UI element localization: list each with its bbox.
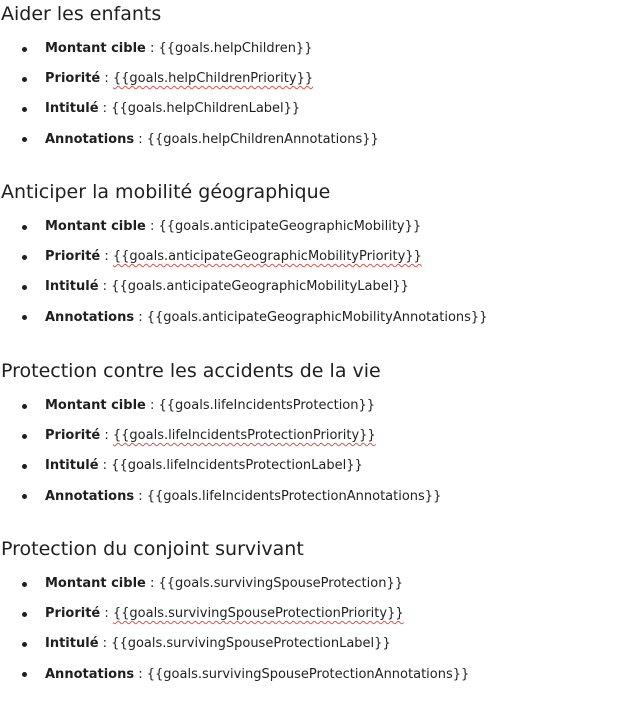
list-item — [0, 272, 636, 302]
bullet-icon — [22, 494, 27, 499]
bullet-icon — [22, 582, 27, 587]
list-item — [0, 242, 636, 272]
list-item — [0, 629, 636, 659]
section-help-children — [0, 1, 636, 147]
list-item — [0, 303, 636, 333]
separator: : — [145, 398, 159, 413]
section-heading: Protection du conjoint survivant — [1, 538, 304, 560]
field-label: Annotations — [45, 666, 135, 682]
list-item — [0, 482, 636, 512]
bullet-icon — [22, 77, 27, 82]
field-label: Priorité — [45, 606, 101, 622]
field-label: Montant cible — [45, 398, 146, 413]
field-label: Annotations — [45, 488, 135, 504]
field-value: {{goals.anticipateGeographicMobility}} — [158, 219, 422, 234]
list-item — [0, 391, 636, 421]
field-value: {{goals.lifeIncidentsProtectionPriority}} — [112, 428, 376, 444]
bullet-icon — [22, 225, 27, 230]
field-label: Montant cible — [45, 576, 146, 591]
list-item — [0, 34, 636, 64]
field-label: Priorité — [45, 249, 101, 265]
list-item — [0, 421, 636, 451]
separator: : — [134, 666, 147, 682]
list-item — [0, 599, 636, 629]
field-label: Intitulé — [45, 279, 99, 295]
field-value: {{goals.survivingSpouseProtection}} — [158, 576, 403, 591]
field-label: Annotations — [45, 131, 135, 147]
field-value: {{goals.anticipateGeographicMobilityAnnotations}} — [146, 309, 488, 325]
separator: : — [134, 131, 147, 147]
bullet-icon — [22, 612, 27, 617]
separator: : — [134, 309, 147, 325]
bullet-icon — [22, 107, 27, 112]
field-value: {{goals.helpChildrenAnnotations}} — [146, 131, 379, 147]
separator: : — [98, 458, 112, 474]
field-value: {{goals.lifeIncidentsProtection}} — [158, 398, 376, 413]
separator: : — [100, 606, 113, 622]
list-item — [0, 569, 636, 599]
field-value: {{goals.anticipateGeographicMobilityPriority}} — [112, 249, 422, 265]
separator: : — [145, 41, 159, 56]
field-value: {{goals.survivingSpouseProtectionLabel}} — [111, 636, 391, 652]
field-value: {{goals.lifeIncidentsProtectionLabel}} — [111, 458, 363, 474]
field-list — [0, 212, 636, 333]
field-value: {{goals.helpChildrenPriority}} — [112, 71, 314, 87]
field-value: {{goals.helpChildrenLabel}} — [111, 101, 301, 117]
list-item — [0, 64, 636, 94]
list-item — [0, 125, 636, 155]
separator: : — [98, 636, 112, 652]
bullet-icon — [22, 434, 27, 439]
separator: : — [145, 576, 159, 591]
section-surviving-spouse — [0, 536, 636, 682]
field-value: {{goals.helpChildren}} — [158, 41, 313, 56]
bullet-icon — [22, 315, 27, 320]
bullet-icon — [22, 464, 27, 469]
section-heading: Aider les enfants — [1, 3, 162, 25]
separator: : — [100, 249, 113, 265]
separator: : — [98, 279, 112, 295]
field-value: {{goals.anticipateGeographicMobilityLabel}} — [111, 279, 409, 295]
section-geographic-mobility — [0, 179, 636, 325]
separator: : — [100, 428, 113, 444]
bullet-icon — [22, 255, 27, 260]
field-value: {{goals.survivingSpouseProtectionAnnotations}} — [146, 666, 470, 682]
list-item — [0, 451, 636, 481]
field-label: Montant cible — [45, 41, 146, 56]
section-heading: Protection contre les accidents de la vie — [1, 360, 381, 382]
field-label: Intitulé — [45, 458, 99, 474]
field-list — [0, 34, 636, 155]
field-label: Intitulé — [45, 636, 99, 652]
separator: : — [100, 71, 113, 87]
field-label: Priorité — [45, 428, 101, 444]
separator: : — [145, 219, 159, 234]
field-label: Priorité — [45, 71, 101, 87]
list-item — [0, 212, 636, 242]
field-label: Annotations — [45, 309, 135, 325]
separator: : — [134, 488, 147, 504]
bullet-icon — [22, 137, 27, 142]
bullet-icon — [22, 404, 27, 409]
bullet-icon — [22, 47, 27, 52]
list-item — [0, 94, 636, 124]
bullet-icon — [22, 642, 27, 647]
field-value: {{goals.lifeIncidentsProtectionAnnotations}} — [146, 488, 442, 504]
field-label: Montant cible — [45, 219, 146, 234]
field-list — [0, 569, 636, 690]
field-label: Intitulé — [45, 101, 99, 117]
separator: : — [98, 101, 112, 117]
bullet-icon — [22, 672, 27, 677]
section-life-incidents — [0, 358, 636, 504]
field-value: {{goals.survivingSpouseProtectionPriority}} — [112, 606, 404, 622]
section-heading: Anticiper la mobilité géographique — [1, 181, 331, 203]
list-item — [0, 660, 636, 690]
bullet-icon — [22, 285, 27, 290]
field-list — [0, 391, 636, 512]
